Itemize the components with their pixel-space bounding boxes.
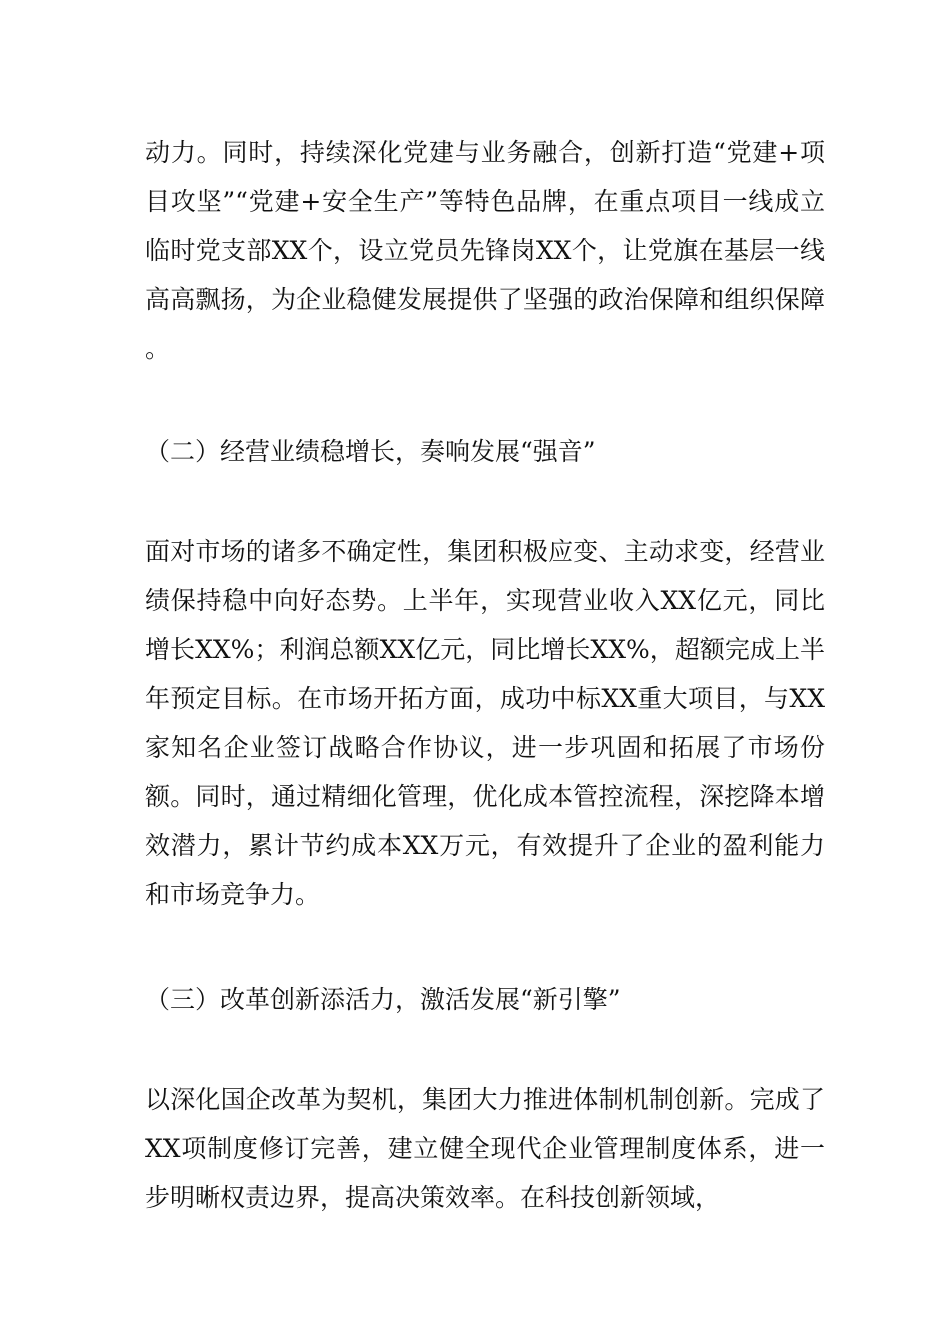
section-heading-3: （三）改革创新添活力，激活发展“新引擎” — [145, 985, 621, 1014]
body-paragraph-1: 动力。同时，持续深化党建与业务融合，创新打造“党建+项目攻坚”“党建+安全生产”等特色品牌，在重点项目一线成立临时党支部XX个，设立党员先锋岗XX个，让党旗在基层一线高高飘扬，为企业稳健发展提供了坚强的政治保障和组织保障 。 — [145, 138, 825, 363]
section-heading-2: （二）经营业绩稳增长，奏响发展“强音” — [145, 437, 596, 466]
body-paragraph-3: 以深化国企改革为契机，集团大力推进体制机制创新。完成了XX项制度修订完善，建立健全现代企业管理制度体系，进一步明晰权责边界，提高决策效率。在科技创新领域， — [145, 1085, 825, 1212]
body-paragraph-2: 面对市场的诸多不确定性，集团积极应变、主动求变，经营业绩保持稳中向好态势。上半年，实现营业收入XX亿元，同比增长XX%；利润总额XX亿元，同比增长XX%，超额完成上半年预定目标。在市场开拓方面，成功中标XX重大项目，与XX家知名企业签订战略合作协议，进一步巩固和拓展了市场份额。同时，通过精细化管理，优化成本管控流程，深挖降本增效潜力，累计节约成本XX万元，有效提升了企业的盈利能力和市场竞争力。 — [145, 537, 825, 909]
